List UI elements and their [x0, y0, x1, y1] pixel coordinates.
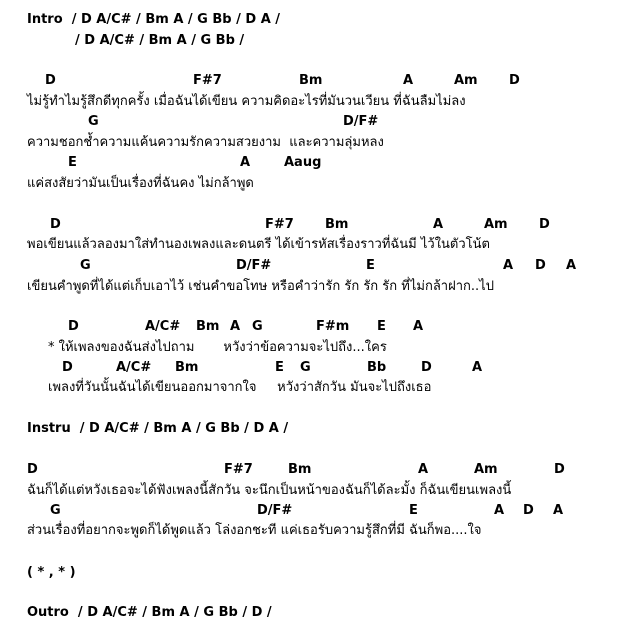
- repeat-marker: ( * , * ): [27, 565, 76, 580]
- chord: D: [62, 360, 73, 375]
- chord: D: [68, 319, 79, 334]
- chord: E: [275, 360, 284, 375]
- lyric-line: ไม่รู้ทำไมรู้สึกดีทุกครั้ง เมื่อฉันได้เขียน ความคิดอะไรที่มันวนเวียน ที่ฉันลืมไม่ลง: [27, 94, 466, 109]
- chord: A: [503, 258, 514, 273]
- lyric-line: เขียนคำพูดที่ได้แต่เก็บเอาไว้ เช่นคำขอโทษ หรือคำว่ารัก รัก รัก รัก ที่ไม่กล้าฝาก..ไป: [27, 279, 494, 294]
- chord: A: [566, 258, 577, 273]
- chord: A/C#: [116, 360, 152, 375]
- chord: D: [45, 73, 56, 88]
- chord: D/F#: [257, 503, 293, 518]
- chord: F#m: [316, 319, 350, 334]
- intro-line-1: Intro / D A/C# / Bm A / G Bb / D A /: [27, 12, 281, 27]
- chord: G: [80, 258, 91, 273]
- chord: A: [413, 319, 424, 334]
- chord: Aaug: [284, 155, 322, 170]
- chord: Am: [474, 462, 498, 477]
- chord: G: [50, 503, 61, 518]
- lyric-line: ส่วนเรื่องที่อยากจะพูดก็ได้พูดแล้ว โล่งอกชะที แค่เธอรับความรู้สึกที่มี ฉันก็พอ....ใจ: [27, 523, 482, 538]
- chord: E: [409, 503, 418, 518]
- chord: G: [300, 360, 311, 375]
- chord: D/F#: [343, 114, 379, 129]
- chord: Bm: [288, 462, 312, 477]
- outro-line: Outro / D A/C# / Bm A / G Bb / D /: [27, 605, 272, 620]
- chord: D: [50, 217, 61, 232]
- chord: D: [554, 462, 565, 477]
- chord: Bm: [325, 217, 349, 232]
- chord: D: [27, 462, 38, 477]
- chord: A: [403, 73, 414, 88]
- lyric-line: ฉันก็ได้แต่หวังเธอจะได้ฟังเพลงนี้สักวัน จะนึกเป็นหน้าของฉันก็ได้ละมั้ง ก็ฉันเขียนเพลงนี้: [27, 483, 512, 498]
- chord: D/F#: [236, 258, 272, 273]
- chord: A: [494, 503, 505, 518]
- intro-line-2: / D A/C# / Bm A / G Bb /: [75, 33, 245, 48]
- chord: E: [68, 155, 77, 170]
- chord: G: [252, 319, 263, 334]
- lyric-line: แค่สงสัยว่ามันเป็นเรื่องที่ฉันคง ไม่กล้าพูด: [27, 176, 254, 191]
- chord: Bb: [367, 360, 387, 375]
- chord: A: [230, 319, 241, 334]
- instru-line: Instru / D A/C# / Bm A / G Bb / D A /: [27, 421, 289, 436]
- chord: A/C#: [145, 319, 181, 334]
- chord: G: [88, 114, 99, 129]
- chord: Bm: [175, 360, 199, 375]
- chord: D: [523, 503, 534, 518]
- chord: Bm: [299, 73, 323, 88]
- chord: Bm: [196, 319, 220, 334]
- chord: Am: [454, 73, 478, 88]
- chord: D: [509, 73, 520, 88]
- chord: A: [433, 217, 444, 232]
- chord: F#7: [193, 73, 222, 88]
- chord: D: [535, 258, 546, 273]
- lyric-line: พอเขียนแล้วลองมาใส่ทำนองเพลงและดนตรี ได้เข้ารหัสเรื่องราวที่ฉันมี ไว้ในตัวโน้ต: [27, 237, 490, 252]
- chord: A: [553, 503, 564, 518]
- chord: A: [240, 155, 251, 170]
- lyric-line: เพลงที่วันนั้นฉันได้เขียนออกมาจากใจ หวังว่าสักวัน มันจะไปถึงเธอ: [48, 380, 432, 395]
- lyric-line: ความชอกช้ำความแค้นความรักความสวยงาม และความลุ่มหลง: [27, 135, 384, 150]
- chord: D: [421, 360, 432, 375]
- chord: D: [539, 217, 550, 232]
- chord: A: [472, 360, 483, 375]
- chord: F#7: [224, 462, 253, 477]
- chord: F#7: [265, 217, 294, 232]
- chord: A: [418, 462, 429, 477]
- chord: E: [377, 319, 386, 334]
- chord: Am: [484, 217, 508, 232]
- chord: E: [366, 258, 375, 273]
- lyric-line: * ให้เพลงของฉันส่งไปถาม หวังว่าข้อความจะไปถึง...ใคร: [48, 340, 387, 355]
